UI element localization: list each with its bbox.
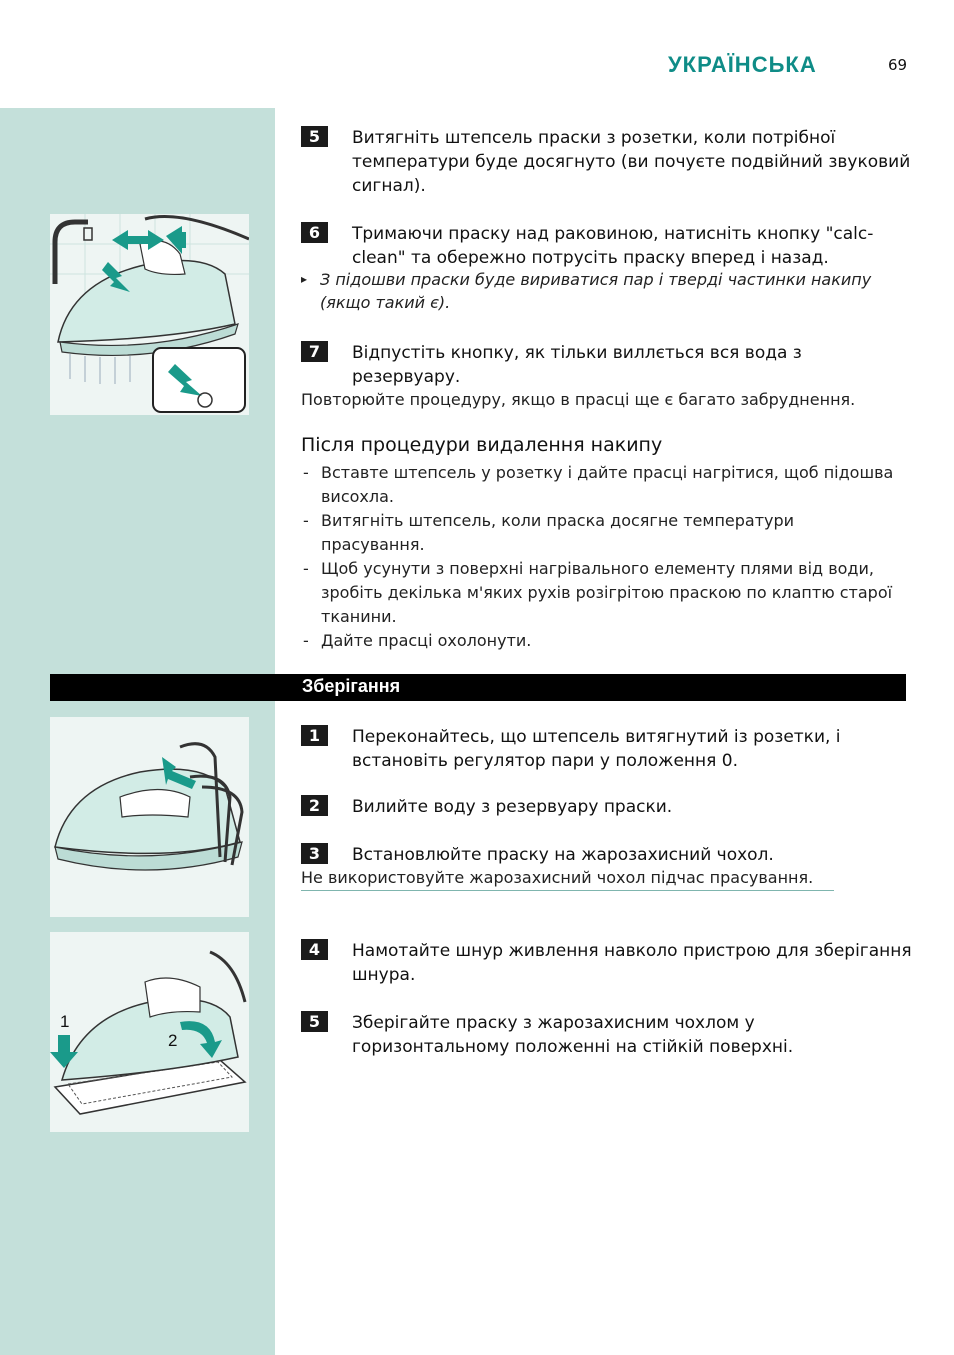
heat-pad-warning: Не використовуйте жарозахисний чохол підчас прасування. <box>301 867 834 891</box>
figure-label-two: 2 <box>168 1031 178 1050</box>
language-header: УКРАЇНСЬКА <box>668 52 817 77</box>
step-number: 7 <box>301 341 328 362</box>
storage-pad-illustration <box>50 932 249 1132</box>
note-bullet-icon: ▸ <box>301 272 308 286</box>
repeat-instruction: Повторюйте процедуру, якщо в прасці ще є багато забруднення. <box>301 390 856 409</box>
list-item: - Витягніть штепсель, коли праска досягне температури прасування. <box>301 509 901 557</box>
step-text: Тримаючи праску над раковиною, натисніть кнопку "calc-clean" та обережно потрусіть праску вперед і назад. <box>352 224 874 268</box>
step-text: Витягніть штепсель праски з розетки, коли потрібної температури буде досягнуто (ви почуєте подвійний звуковий сигнал). <box>352 128 911 196</box>
step-number: 5 <box>301 126 328 147</box>
descale-drawing <box>50 214 249 415</box>
section-bar-storage <box>50 674 906 701</box>
step-number: 3 <box>301 843 328 864</box>
page-number: 69 <box>888 56 908 74</box>
after-descale-list <box>301 461 901 653</box>
list-item: - Щоб усунути з поверхні нагрівального елементу плями від води, зробіть декілька м'яких рухів розігрітою праскою по клаптю старої тканини. <box>301 557 901 629</box>
step-text: Переконайтесь, що штепсель витягнутий із розетки, і встановіть регулятор пари у положення 0. <box>352 727 841 771</box>
step-number: 6 <box>301 222 328 243</box>
storage-cord-illustration <box>50 717 249 917</box>
step-number: 2 <box>301 795 328 816</box>
storage-cord-drawing <box>50 717 249 917</box>
list-item: - Вставте штепсель у розетку і дайте прасці нагрітися, щоб підошва висохла. <box>301 461 901 509</box>
steam-note <box>301 268 901 314</box>
figure-label-one: 1 <box>60 1012 70 1031</box>
step-text: Намотайте шнур живлення навколо пристрою для зберігання шнура. <box>352 941 912 985</box>
step-number: 1 <box>301 725 328 746</box>
step-number: 4 <box>301 939 328 960</box>
storage-pad-drawing <box>50 932 249 1132</box>
step-text: Відпустіть кнопку, як тільки виллється вся вода з резервуару. <box>352 343 802 387</box>
note-text: З підошви праски буде вириватися пар і тверді частинки накипу (якщо такий є). <box>320 270 872 312</box>
step-text: Встановлюйте праску на жарозахисний чохол. <box>352 845 774 865</box>
section-title: Зберігання <box>302 676 401 696</box>
list-item: - Дайте прасці охолонути. <box>301 629 901 653</box>
step-text: Зберігайте праску з жарозахисним чохлом у горизонтальному положенні на стійкій поверхні. <box>352 1013 794 1057</box>
descale-illustration <box>50 214 249 415</box>
step-number: 5 <box>301 1011 328 1032</box>
step-text: Вилийте воду з резервуару праски. <box>352 797 673 817</box>
after-descale-heading: Після процедури видалення накипу <box>301 434 663 456</box>
